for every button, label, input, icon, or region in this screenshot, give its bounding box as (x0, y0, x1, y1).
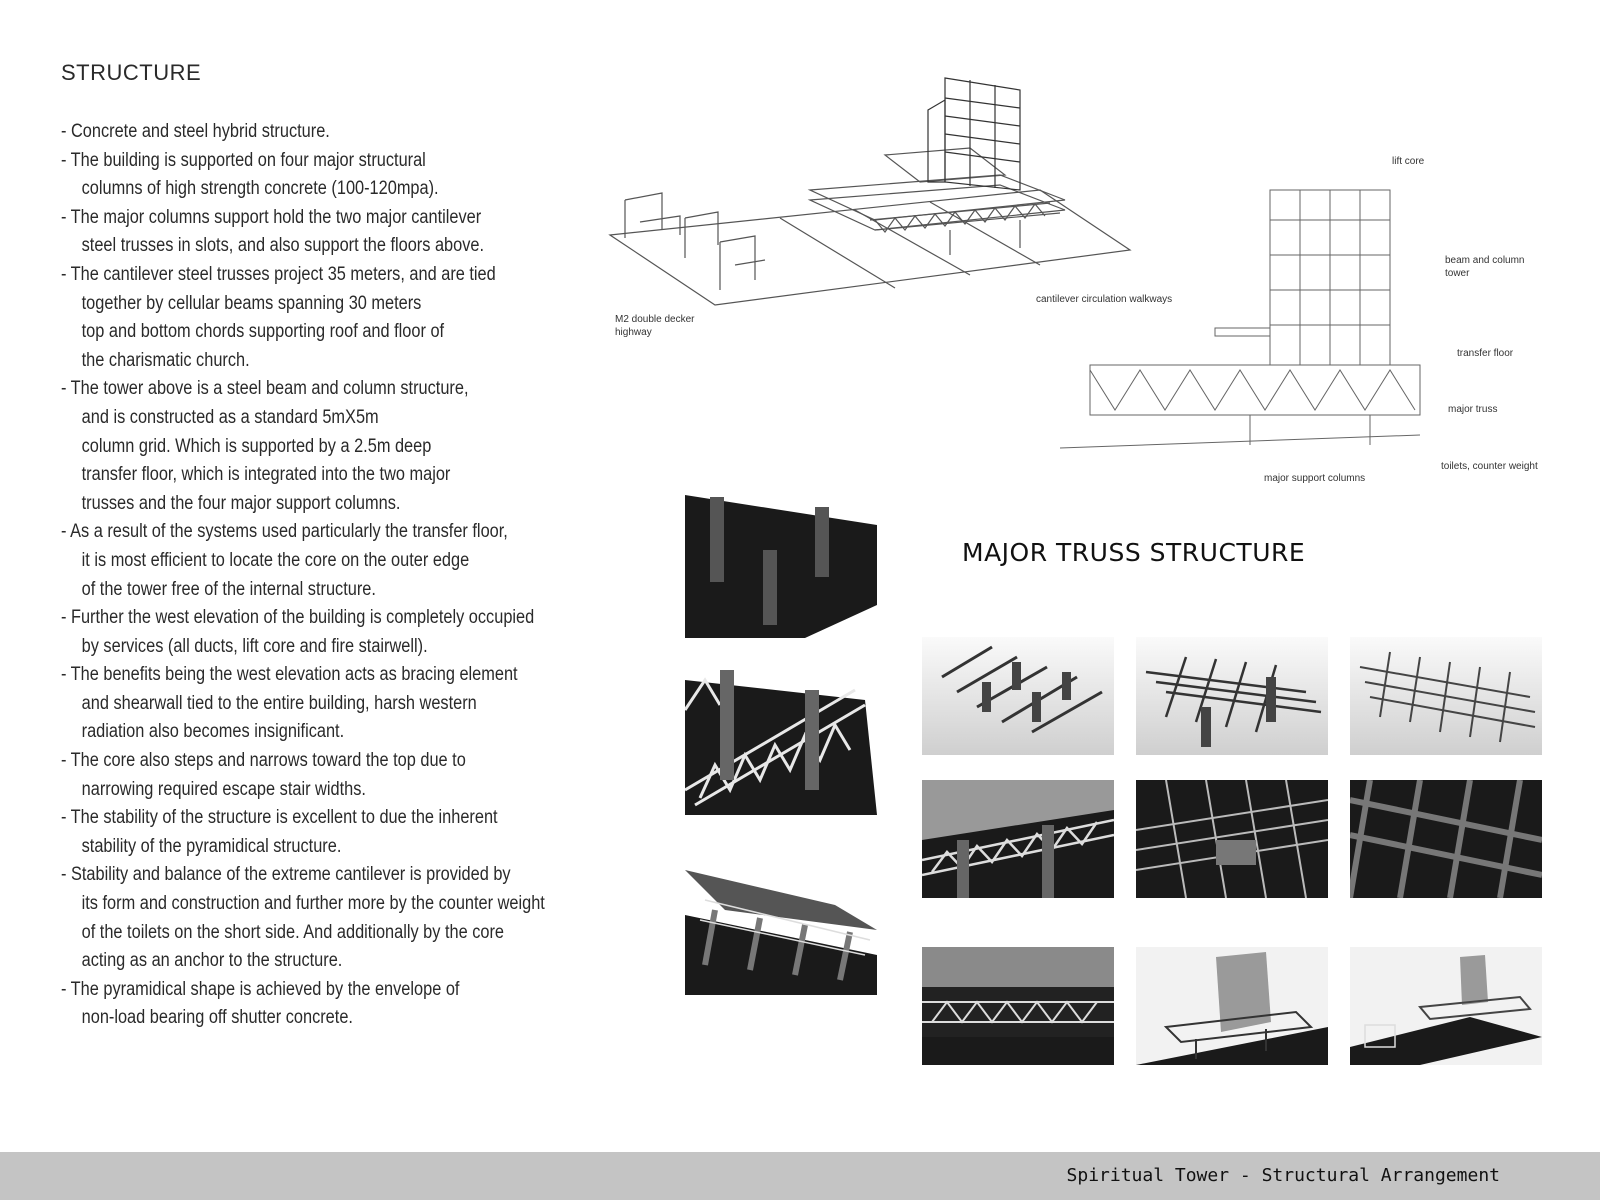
truss-render-7 (922, 947, 1114, 1065)
footer-caption: Spiritual Tower - Structural Arrangement (1066, 1165, 1500, 1186)
footer-bar (0, 1152, 1600, 1200)
truss-render-8 (1136, 947, 1328, 1065)
bullet-item: - The stability of the structure is excellent to due the inherent stability of the pyramidical structure. (61, 807, 498, 857)
major-truss-title: MAJOR TRUSS STRUCTURE (962, 538, 1306, 567)
label-support-columns: major support columns (1264, 473, 1366, 484)
render-cantilever (685, 870, 877, 995)
render-truss (685, 670, 877, 815)
structure-bullet-list (61, 118, 560, 1033)
label-beam-column: beam and column tower (1445, 255, 1525, 279)
bullet-item: - The building is supported on four major structural columns of high strength concrete (100-120mpa). (61, 149, 439, 200)
label-lift-core: lift core (1392, 156, 1425, 167)
axonometric-diagram (600, 70, 1140, 310)
section-title: STRUCTURE (61, 60, 202, 85)
truss-render-5 (1136, 780, 1328, 898)
render-columns (685, 495, 877, 638)
truss-render-9 (1350, 947, 1542, 1065)
bullet-item: - The pyramidical shape is achieved by the envelope of non-load bearing off shutter concrete. (61, 978, 460, 1029)
bullet-item: - As a result of the systems used particularly the transfer floor, it is most efficient to locate the core on the outer edge of the tower free of the internal structure. (61, 521, 508, 600)
bullet-item: - The tower above is a steel beam and column structure, and is constructed as a standard 5mX5m column grid. Which is supported by a 2.5m deep transfer floor, which is integrated into the two major trusses and the four major support columns. (61, 378, 469, 514)
bullet-item: - The major columns support hold the two major cantilever steel trusses in slots, and also support the floors above. (61, 206, 485, 257)
bullet-item: - Further the west elevation of the building is completely occupied by services (all ducts, lift core and fire stairwell). (61, 607, 535, 657)
truss-render-4 (922, 780, 1114, 898)
section-diagram (1060, 180, 1430, 460)
bullet-item: - Concrete and steel hybrid structure. (61, 121, 330, 142)
label-major-truss: major truss (1448, 404, 1498, 415)
label-toilets: toilets, counter weight (1441, 461, 1538, 472)
label-walkways: cantilever circulation walkways (1036, 294, 1173, 305)
label-transfer-floor: transfer floor (1457, 348, 1514, 359)
bullet-item: - The core also steps and narrows toward the top due to narrowing required escape stair widths. (61, 750, 466, 800)
bullet-item: - Stability and balance of the extreme cantilever is provided by its form and construction and further more by the counter weight of the toilets on the short side. And additionally by the core acting as an anchor to the structure. (61, 864, 545, 972)
truss-render-1 (922, 637, 1114, 755)
bullet-item: - The cantilever steel trusses project 35 meters, and are tied together by cellular beams spanning 30 meters top and bottom chords supporting roof and floor of the charismatic church. (61, 263, 496, 371)
truss-render-3 (1350, 637, 1542, 755)
truss-render-2 (1136, 637, 1328, 755)
truss-render-6 (1350, 780, 1542, 898)
label-highway: M2 double decker highway (615, 314, 695, 338)
bullet-item: - The benefits being the west elevation acts as bracing element and shearwall tied to the entire building, harsh western radiation also becomes insignificant. (61, 664, 518, 743)
